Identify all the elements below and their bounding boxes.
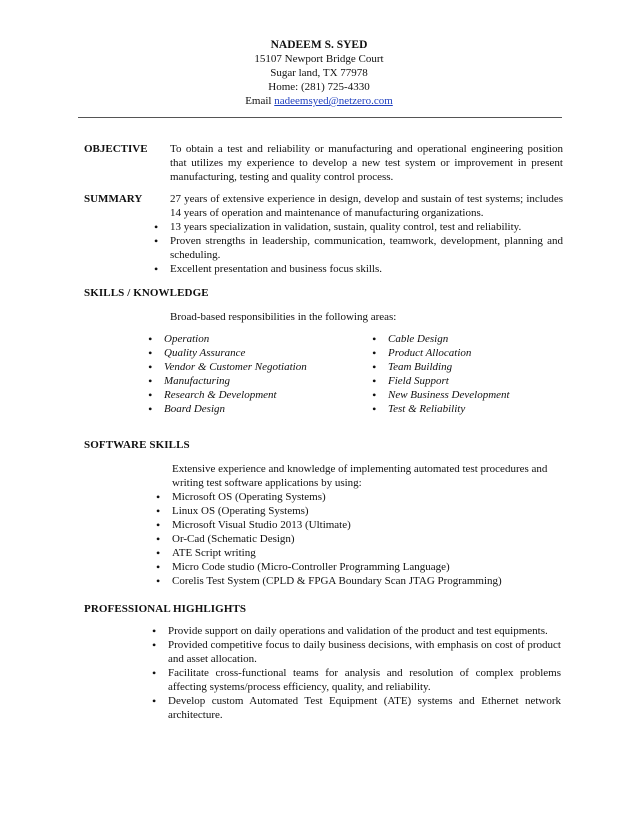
skill-item: • Manufacturing — [146, 374, 366, 388]
highlight-item: • Develop custom Automated Test Equipment (ATE) systems and Ethernet network architecture. — [150, 694, 561, 722]
summary-bullets — [152, 220, 563, 276]
highlight-item: • Provided competitive focus to daily business decisions, with emphasis on cost of product and asset allocation. — [150, 638, 561, 666]
phone-line: Home: (281) 725-4330 — [268, 81, 370, 93]
skills-section — [84, 286, 564, 418]
skills-heading: SKILLS / KNOWLEDGE — [84, 287, 209, 299]
summary-section — [84, 192, 564, 278]
summary-bullet: • Excellent presentation and business focus skills. — [152, 262, 563, 276]
highlights-section — [84, 602, 564, 742]
skill-item: • Quality Assurance — [146, 346, 366, 360]
skill-item: • Board Design — [146, 402, 366, 416]
software-item: • Linux OS (Operating Systems) — [154, 504, 554, 518]
skill-item: • Test & Reliability — [370, 402, 564, 416]
objective-label: OBJECTIVE — [84, 143, 148, 155]
skill-item: • Field Support — [370, 374, 564, 388]
highlight-item: • Facilitate cross-functional teams for analysis and resolution of complex problems affecting systems/process efficiency, quality, and reliability. — [150, 666, 561, 694]
software-item: • Micro Code studio (Micro-Controller Programming Language) — [154, 560, 554, 574]
skill-item: • New Business Development — [370, 388, 564, 402]
skills-left-list — [146, 332, 366, 416]
highlights-heading: PROFESSIONAL HIGHLIGHTS — [84, 603, 247, 615]
summary-bullet: • 13 years specialization in validation, sustain, quality control, test and reliability. — [152, 220, 563, 234]
objective-text: To obtain a test and reliability or manufacturing and operational engineering position that utilizes my experience to develop a new test system or improvement in present manufacturing, testing and quality control process. — [170, 143, 563, 183]
email-label: Email — [245, 95, 272, 107]
summary-label: SUMMARY — [84, 193, 143, 205]
software-item: • ATE Script writing — [154, 546, 554, 560]
candidate-name: NADEEM S. SYED — [270, 39, 368, 51]
skills-intro: Broad-based responsibilities in the following areas: — [170, 311, 397, 323]
email-link[interactable]: nadeemsyed@netzero.com — [274, 95, 393, 107]
skill-item: • Cable Design — [370, 332, 564, 346]
software-list — [154, 490, 554, 588]
address-line-1: 15107 Newport Bridge Court — [254, 53, 384, 65]
software-intro: Extensive experience and knowledge of implementing automated test procedures and writing test software applications by using: — [172, 463, 548, 489]
skill-item: • Vendor & Customer Negotiation — [146, 360, 366, 374]
resume-header — [0, 38, 638, 108]
address-line-2: Sugar land, TX 77978 — [270, 67, 368, 79]
software-item: • Corelis Test System (CPLD & FPGA Boundary Scan JTAG Programming) — [154, 574, 554, 588]
highlights-list — [150, 624, 561, 722]
skill-item: • Team Building — [370, 360, 564, 374]
skill-item: • Operation — [146, 332, 366, 346]
skill-item: • Research & Development — [146, 388, 366, 402]
software-item: • Microsoft Visual Studio 2013 (Ultimate) — [154, 518, 554, 532]
software-item: • Microsoft OS (Operating Systems) — [154, 490, 554, 504]
objective-section — [84, 142, 564, 184]
email-line — [0, 94, 638, 108]
software-section — [84, 438, 564, 588]
header-divider — [78, 117, 562, 118]
summary-bullet: • Proven strengths in leadership, communication, teamwork, development, planning and scheduling. — [152, 234, 563, 262]
summary-text: 27 years of extensive experience in design, develop and sustain of test systems; includes 14 years of operation and maintenance of manufacturing organizations. — [170, 193, 563, 219]
highlight-item: • Provide support on daily operations and validation of the product and test equipments. — [150, 624, 561, 638]
software-item: • Or-Cad (Schematic Design) — [154, 532, 554, 546]
software-heading: SOFTWARE SKILLS — [84, 439, 190, 451]
skill-item: • Product Allocation — [370, 346, 564, 360]
skills-right-list — [370, 332, 564, 416]
